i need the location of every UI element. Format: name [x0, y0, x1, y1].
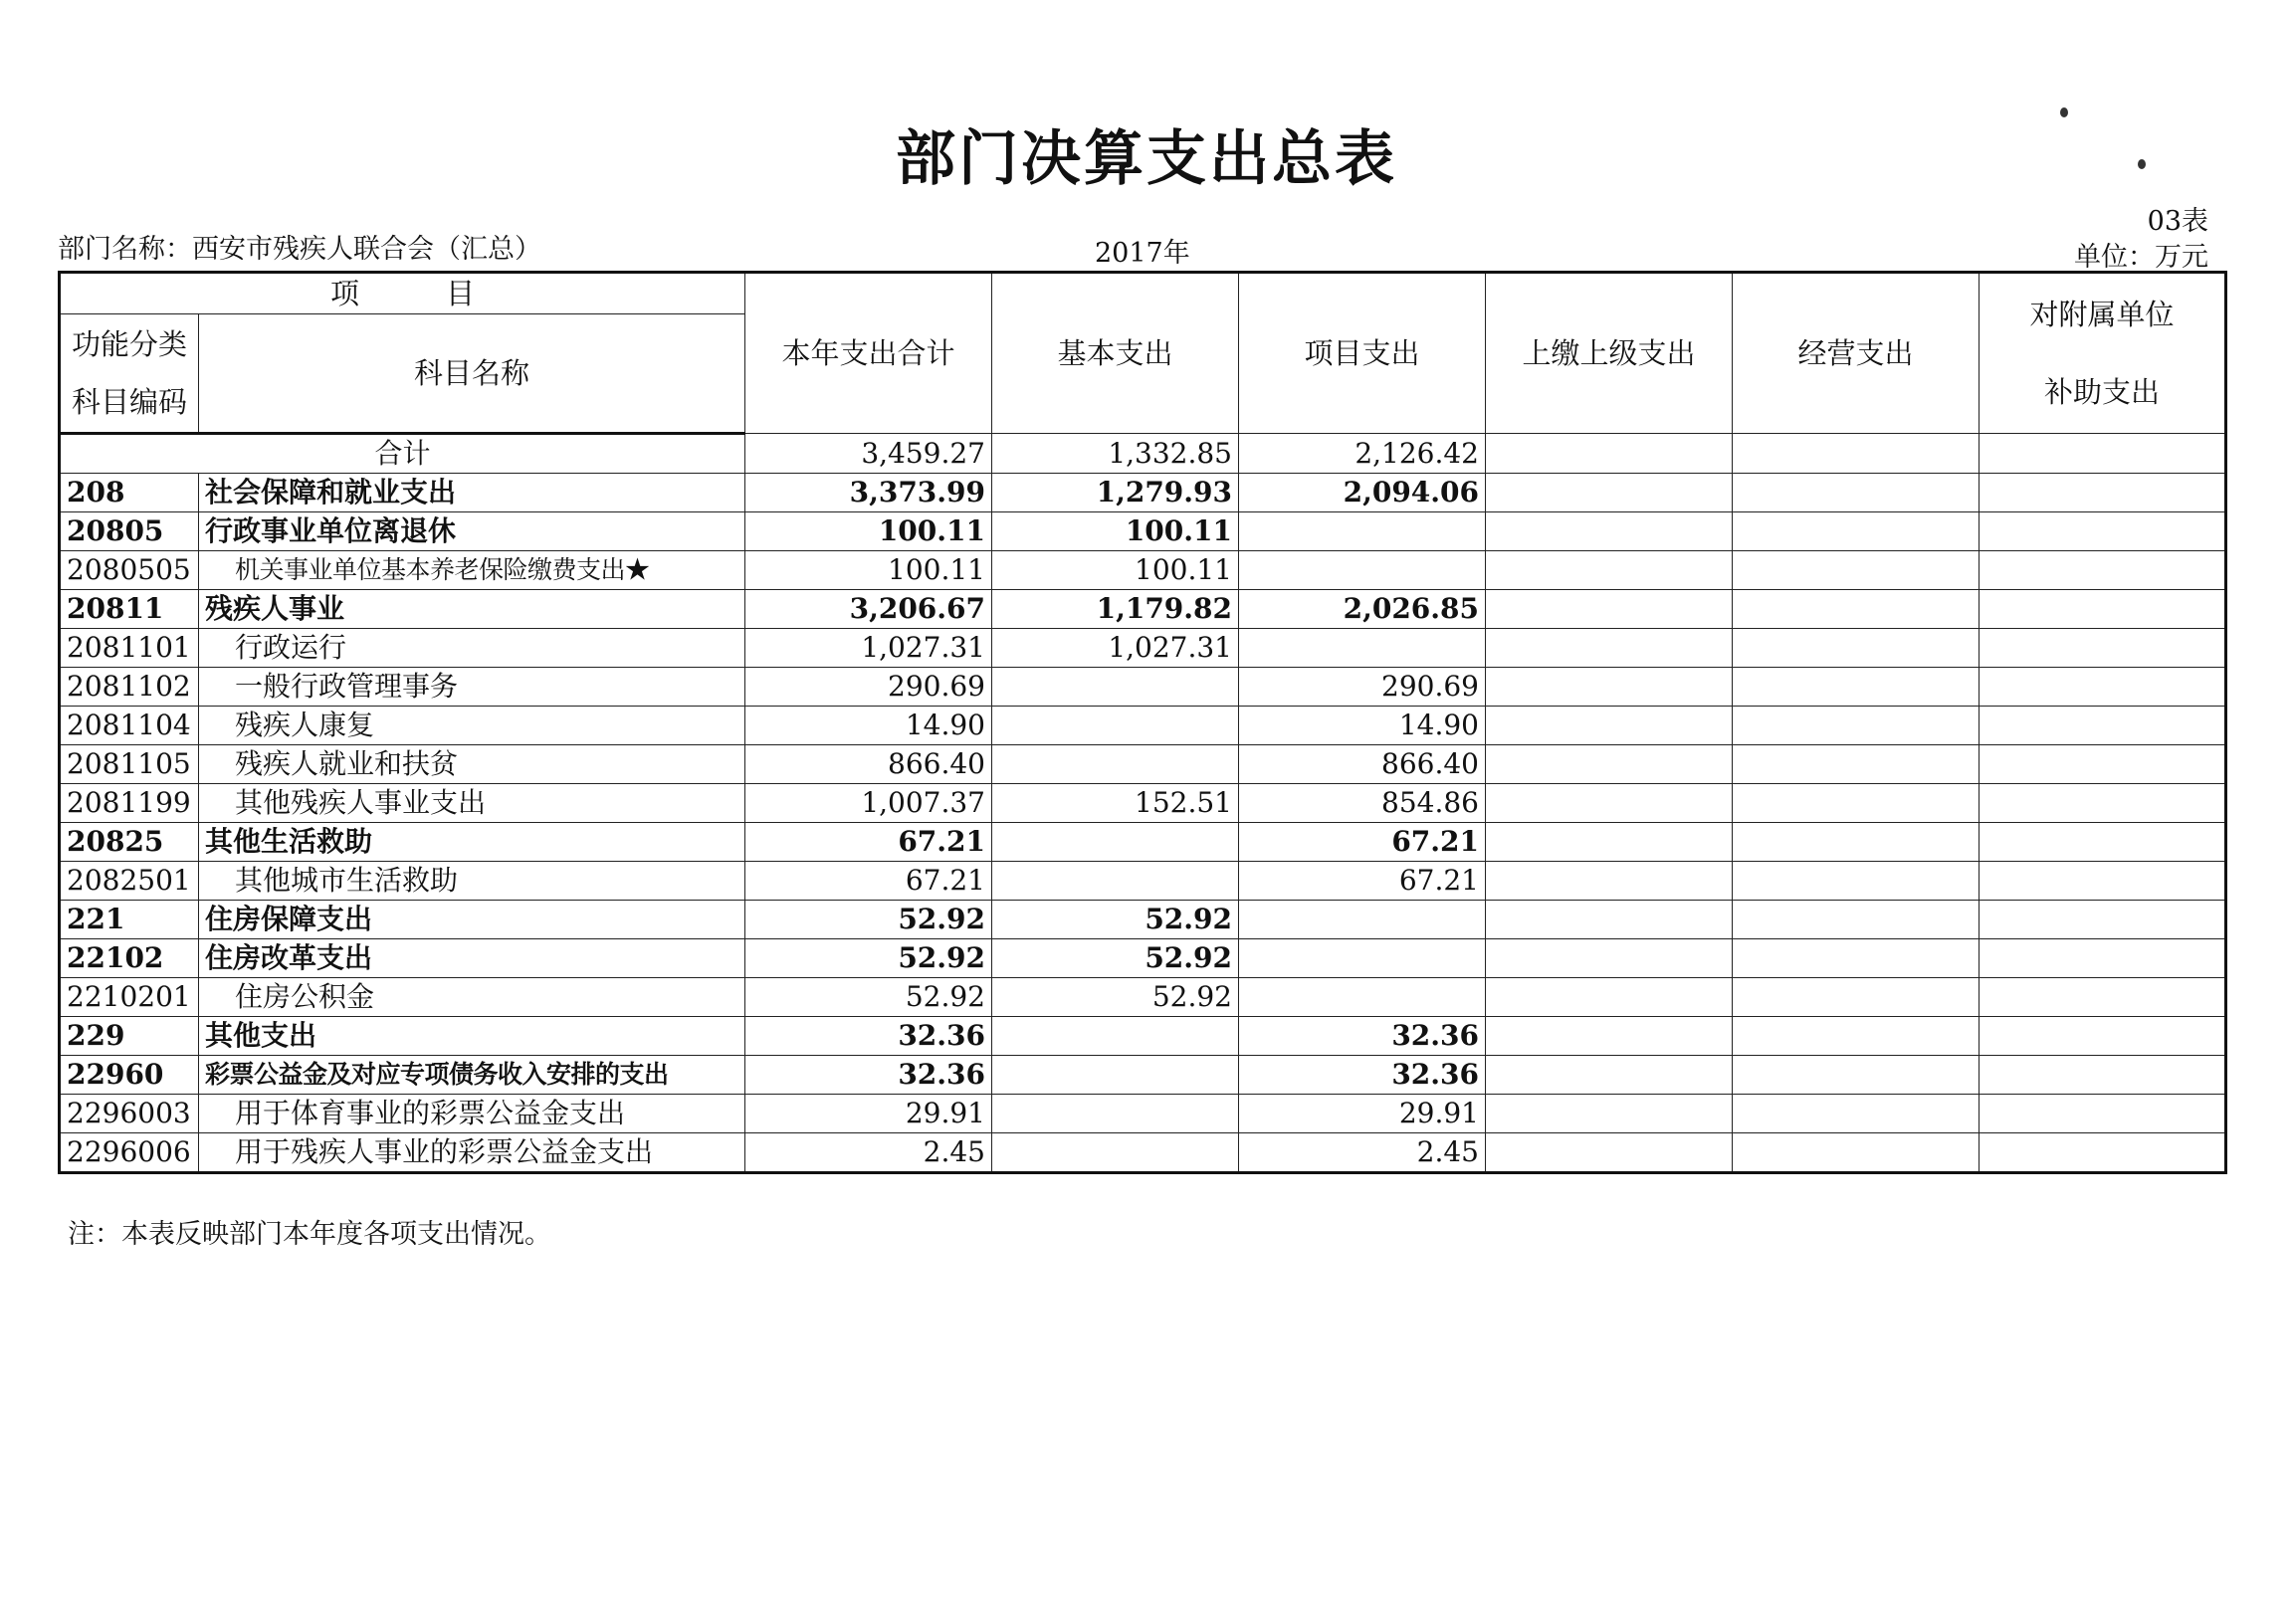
row-name: 残疾人康复	[199, 707, 745, 745]
row-value	[1733, 901, 1980, 939]
row-code: 22102	[60, 939, 199, 978]
row-value: 14.90	[745, 707, 992, 745]
row-value	[1239, 939, 1486, 978]
header-col-total: 本年支出合计	[745, 273, 992, 434]
row-value	[1980, 939, 2226, 978]
row-name: 社会保障和就业支出	[199, 474, 745, 512]
row-value	[992, 1133, 1239, 1173]
row-name: 用于残疾人事业的彩票公益金支出	[199, 1133, 745, 1173]
row-code: 229	[60, 1017, 199, 1056]
row-value	[1733, 978, 1980, 1017]
row-value	[1733, 745, 1980, 784]
row-value: 290.69	[1239, 668, 1486, 707]
row-value: 2.45	[745, 1133, 992, 1173]
row-name: 一般行政管理事务	[199, 668, 745, 707]
row-value	[1486, 707, 1733, 745]
row-value: 52.92	[745, 978, 992, 1017]
table-row	[60, 1017, 2226, 1056]
row-value: 52.92	[992, 939, 1239, 978]
total-value	[1733, 434, 1980, 474]
row-value: 1,027.31	[992, 629, 1239, 668]
row-name: 用于体育事业的彩票公益金支出	[199, 1095, 745, 1133]
table-row	[60, 784, 2226, 823]
row-value	[1733, 784, 1980, 823]
table-row	[60, 1095, 2226, 1133]
report-year: 2017年	[1095, 238, 1190, 269]
table-row	[60, 1056, 2226, 1095]
row-code: 20805	[60, 512, 199, 551]
header-col-basic: 基本支出	[992, 273, 1239, 434]
row-code: 20825	[60, 823, 199, 862]
row-value	[1486, 551, 1733, 590]
row-value	[1486, 1133, 1733, 1173]
row-code: 20811	[60, 590, 199, 629]
row-value: 290.69	[745, 668, 992, 707]
row-value: 32.36	[1239, 1056, 1486, 1095]
row-value: 67.21	[745, 823, 992, 862]
row-value: 67.21	[1239, 862, 1486, 901]
row-value	[1486, 512, 1733, 551]
row-value	[1733, 1056, 1980, 1095]
row-value	[1239, 512, 1486, 551]
row-value	[1980, 474, 2226, 512]
table-row	[60, 512, 2226, 551]
row-value: 14.90	[1239, 707, 1486, 745]
header-col-project: 项目支出	[1239, 273, 1486, 434]
row-code: 2082501	[60, 862, 199, 901]
row-code: 22960	[60, 1056, 199, 1095]
row-value: 1,027.31	[745, 629, 992, 668]
row-name: 其他生活救助	[199, 823, 745, 862]
row-value	[1733, 551, 1980, 590]
row-value	[1486, 784, 1733, 823]
table-row	[60, 1133, 2226, 1173]
row-value: 100.11	[992, 551, 1239, 590]
total-value: 2,126.42	[1239, 434, 1486, 474]
row-value: 29.91	[745, 1095, 992, 1133]
table-number: 03表	[2147, 206, 2208, 237]
table-row	[60, 823, 2226, 862]
page-title: 部门决算支出总表	[896, 124, 1397, 194]
row-value	[1486, 1095, 1733, 1133]
row-value	[1486, 1056, 1733, 1095]
row-value: 52.92	[745, 901, 992, 939]
row-value	[1980, 668, 2226, 707]
row-value	[1486, 668, 1733, 707]
row-value: 1,179.82	[992, 590, 1239, 629]
row-name: 住房公积金	[199, 978, 745, 1017]
total-value	[1980, 434, 2226, 474]
row-value	[1486, 862, 1733, 901]
row-value	[1980, 1133, 2226, 1173]
row-value	[992, 823, 1239, 862]
row-value	[1486, 939, 1733, 978]
department-name: 部门名称：西安市残疾人联合会（汇总）	[58, 234, 541, 265]
row-value: 67.21	[1239, 823, 1486, 862]
row-name: 住房保障支出	[199, 901, 745, 939]
row-value: 52.92	[745, 939, 992, 978]
row-value	[992, 862, 1239, 901]
row-name: 机关事业单位基本养老保险缴费支出★	[199, 551, 745, 590]
row-code: 208	[60, 474, 199, 512]
row-value: 3,373.99	[745, 474, 992, 512]
row-value	[1733, 1133, 1980, 1173]
table-row	[60, 668, 2226, 707]
row-value	[992, 745, 1239, 784]
row-value	[1980, 512, 2226, 551]
table-row	[60, 474, 2226, 512]
row-value: 2.45	[1239, 1133, 1486, 1173]
row-value	[1733, 512, 1980, 551]
header-name: 科目名称	[199, 314, 745, 434]
row-value	[1733, 707, 1980, 745]
row-value	[1980, 862, 2226, 901]
row-value	[1733, 590, 1980, 629]
total-row	[60, 434, 2226, 474]
row-name: 住房改革支出	[199, 939, 745, 978]
row-value: 100.11	[745, 551, 992, 590]
row-value	[1486, 590, 1733, 629]
row-code: 2296006	[60, 1133, 199, 1173]
total-label: 合计	[60, 434, 745, 474]
row-value: 3,206.67	[745, 590, 992, 629]
row-value	[992, 707, 1239, 745]
row-value	[1733, 1095, 1980, 1133]
table-row	[60, 551, 2226, 590]
row-name: 其他残疾人事业支出	[199, 784, 745, 823]
row-code: 2081199	[60, 784, 199, 823]
row-value: 100.11	[745, 512, 992, 551]
row-value	[1980, 978, 2226, 1017]
row-value	[1733, 939, 1980, 978]
row-name: 其他支出	[199, 1017, 745, 1056]
row-value: 866.40	[745, 745, 992, 784]
row-value	[1980, 590, 2226, 629]
table-row	[60, 745, 2226, 784]
row-value	[1980, 551, 2226, 590]
row-value	[1733, 474, 1980, 512]
unit-label: 单位：万元	[2074, 242, 2208, 273]
row-name: 其他城市生活救助	[199, 862, 745, 901]
table-row	[60, 939, 2226, 978]
row-value: 67.21	[745, 862, 992, 901]
row-value: 1,279.93	[992, 474, 1239, 512]
row-name: 行政运行	[199, 629, 745, 668]
row-value: 32.36	[745, 1056, 992, 1095]
row-value	[1239, 901, 1486, 939]
row-value	[1980, 784, 2226, 823]
row-value	[992, 1095, 1239, 1133]
table-row	[60, 707, 2226, 745]
row-value	[1980, 745, 2226, 784]
row-value	[1733, 823, 1980, 862]
scan-speck	[2138, 159, 2146, 169]
row-value	[1486, 901, 1733, 939]
row-value	[1486, 629, 1733, 668]
row-value: 29.91	[1239, 1095, 1486, 1133]
row-value	[1486, 745, 1733, 784]
row-name: 彩票公益金及对应专项债务收入安排的支出	[199, 1056, 745, 1095]
row-value	[1486, 978, 1733, 1017]
row-value: 1,007.37	[745, 784, 992, 823]
row-value	[1980, 1095, 2226, 1133]
row-value	[1239, 629, 1486, 668]
row-value: 2,026.85	[1239, 590, 1486, 629]
row-value	[1980, 1056, 2226, 1095]
row-value: 866.40	[1239, 745, 1486, 784]
row-value	[1733, 629, 1980, 668]
row-value	[1980, 1017, 2226, 1056]
row-value	[1733, 1017, 1980, 1056]
header-item: 项 目	[60, 273, 745, 314]
table-row	[60, 862, 2226, 901]
row-code: 2081104	[60, 707, 199, 745]
row-value	[992, 1056, 1239, 1095]
row-value	[1733, 668, 1980, 707]
table-row	[60, 629, 2226, 668]
row-value	[1980, 629, 2226, 668]
row-value: 32.36	[1239, 1017, 1486, 1056]
row-value	[1733, 862, 1980, 901]
row-code: 2080505	[60, 551, 199, 590]
row-code: 2081102	[60, 668, 199, 707]
total-value: 1,332.85	[992, 434, 1239, 474]
row-name: 行政事业单位离退休	[199, 512, 745, 551]
row-value	[1239, 978, 1486, 1017]
row-code: 2210201	[60, 978, 199, 1017]
row-code: 2081101	[60, 629, 199, 668]
row-value	[1239, 551, 1486, 590]
header-col-operating: 经营支出	[1733, 273, 1980, 434]
header-col-subsidy: 对附属单位补助支出	[1980, 273, 2226, 434]
header-code: 功能分类科目编码	[60, 314, 199, 434]
row-value	[1486, 823, 1733, 862]
row-value	[1980, 901, 2226, 939]
row-code: 221	[60, 901, 199, 939]
row-value: 100.11	[992, 512, 1239, 551]
row-value	[992, 1017, 1239, 1056]
footnote: 注：本表反映部门本年度各项支出情况。	[68, 1219, 551, 1250]
row-value: 2,094.06	[1239, 474, 1486, 512]
row-code: 2081105	[60, 745, 199, 784]
row-code: 2296003	[60, 1095, 199, 1133]
row-value	[1486, 474, 1733, 512]
row-value: 854.86	[1239, 784, 1486, 823]
table-row	[60, 978, 2226, 1017]
table-row	[60, 901, 2226, 939]
total-value: 3,459.27	[745, 434, 992, 474]
row-value: 52.92	[992, 978, 1239, 1017]
total-value	[1486, 434, 1733, 474]
row-value: 152.51	[992, 784, 1239, 823]
expenditure-table	[58, 271, 2227, 1174]
row-name: 残疾人事业	[199, 590, 745, 629]
row-value	[1980, 823, 2226, 862]
header-col-superior: 上缴上级支出	[1486, 273, 1733, 434]
row-value: 32.36	[745, 1017, 992, 1056]
row-value	[1980, 707, 2226, 745]
row-value	[992, 668, 1239, 707]
table-row	[60, 590, 2226, 629]
row-name: 残疾人就业和扶贫	[199, 745, 745, 784]
row-value: 52.92	[992, 901, 1239, 939]
row-value	[1486, 1017, 1733, 1056]
scan-speck	[2060, 107, 2068, 117]
